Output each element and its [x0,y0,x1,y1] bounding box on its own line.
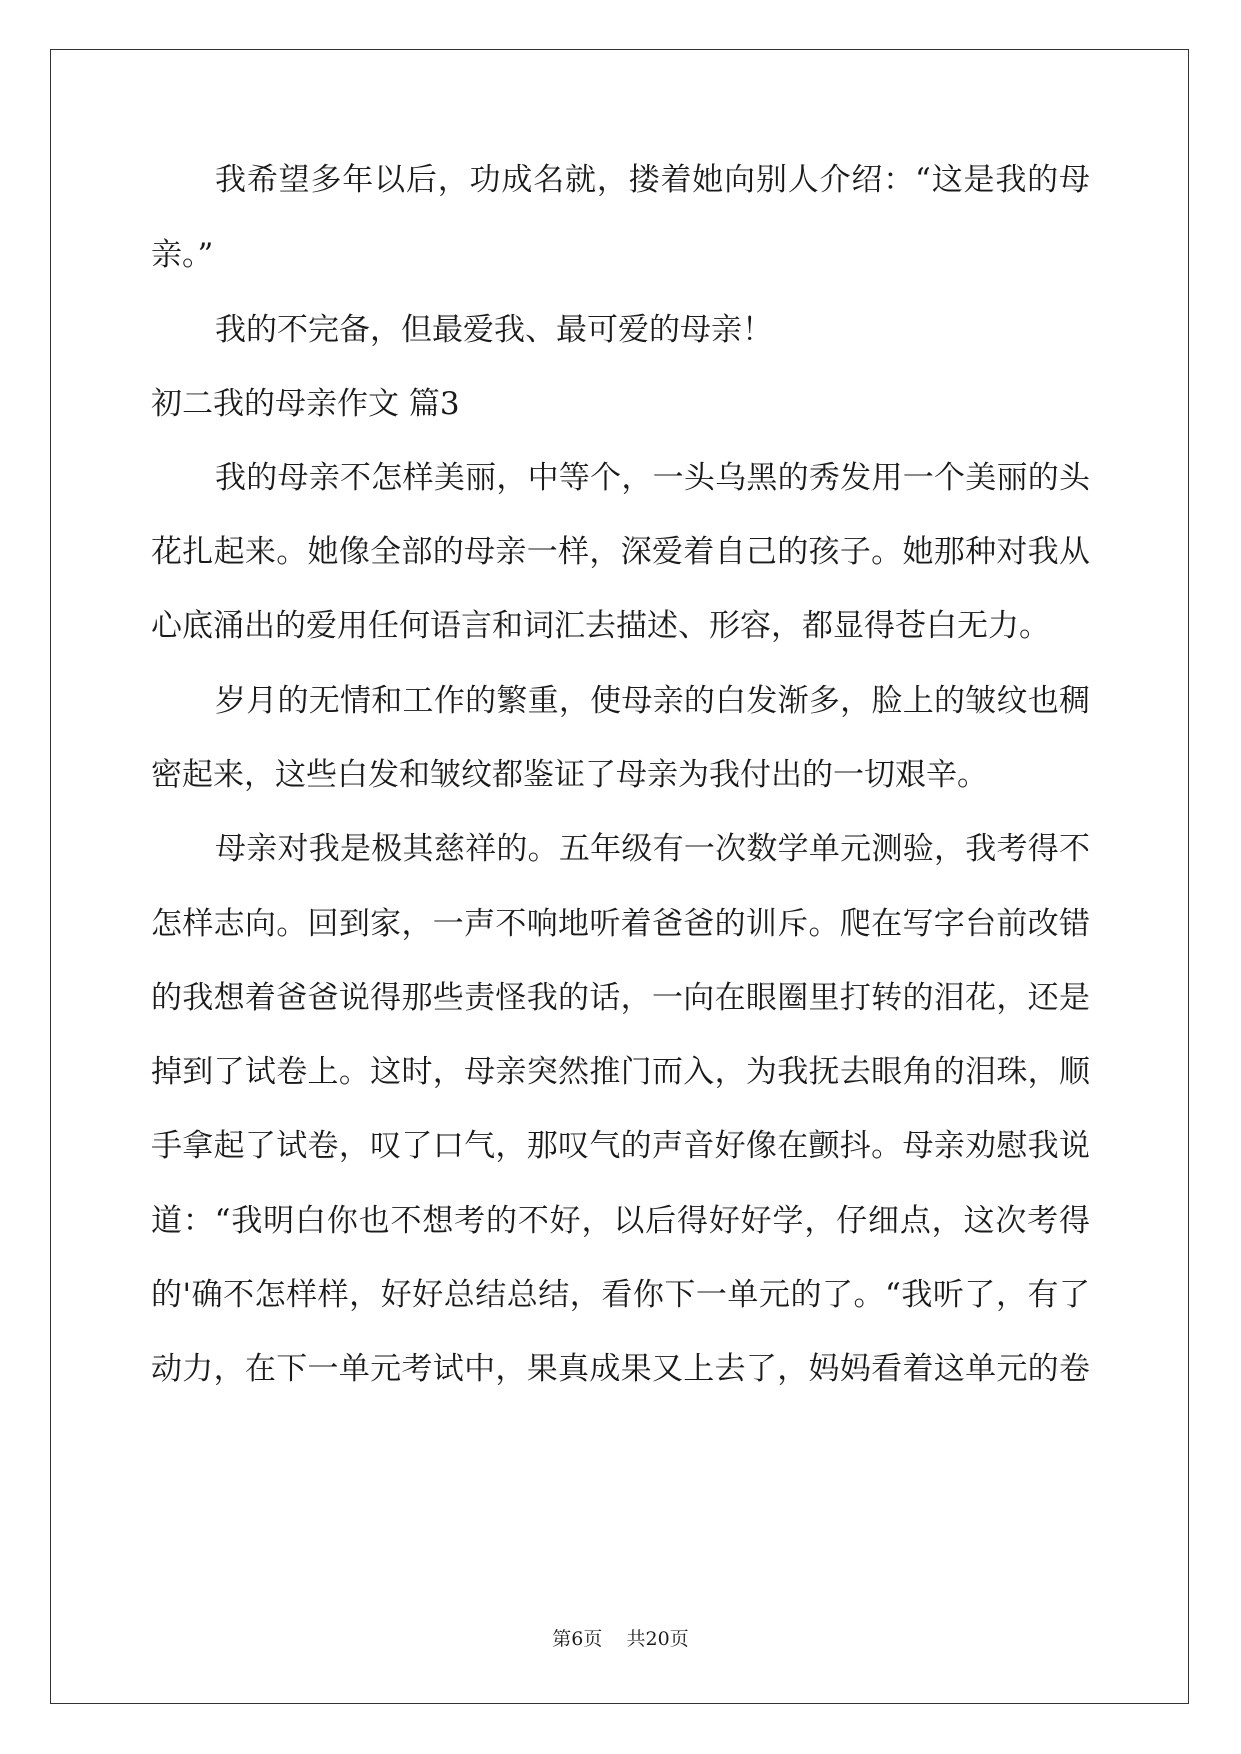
paragraph-line: 道：“我明白你也不想考的不好，以后得好好学，仔细点，这次考得 [151,1203,1090,1239]
paragraph-line: 怎样志向。回到家，一声不响地听着爸爸的训斥。爬在写字台前改错 [151,906,1090,942]
section-heading: 初二我的母亲作文 篇3 [151,386,460,422]
paragraph-line: 掉到了试卷上。这时，母亲突然推门而入，为我抚去眼角的泪珠，顺 [151,1054,1090,1090]
paragraph-line: 心底涌出的爱用任何语言和词汇去描述、形容，都显得苍白无力。 [151,608,1050,644]
paragraph-line: 我的不完备，但最爱我、最可爱的母亲！ [215,312,773,348]
page-number-footer: 第6页 共20页 [552,1628,689,1650]
paragraph-line: 我的母亲不怎样美丽，中等个，一头乌黑的秀发用一个美丽的头 [215,460,1090,496]
paragraph-line: 动力，在下一单元考试中，果真成果又上去了，妈妈看着这单元的卷 [151,1351,1090,1387]
paragraph-line: 手拿起了试卷，叹了口气，那叹气的声音好像在颤抖。母亲劝慰我说 [151,1128,1090,1164]
paragraph-line: 我希望多年以后，功成名就，搂着她向别人介绍：“这是我的母 [215,162,1090,198]
paragraph-line: 岁月的无情和工作的繁重，使母亲的白发渐多，脸上的皱纹也稠 [215,683,1090,719]
paragraph-line: 的'确不怎样样，好好总结总结，看你下一单元的了。“我听了，有了 [151,1277,1090,1313]
paragraph-line: 花扎起来。她像全部的母亲一样，深爱着自己的孩子。她那种对我从 [151,534,1090,570]
page-border [50,49,1189,1704]
paragraph-line: 母亲对我是极其慈祥的。五年级有一次数学单元测验，我考得不 [215,831,1090,867]
paragraph-line: 的我想着爸爸说得那些责怪我的话，一向在眼圈里打转的泪花，还是 [151,980,1090,1016]
paragraph-line: 密起来，这些白发和皱纹都鉴证了母亲为我付出的一切艰辛。 [151,757,988,793]
paragraph-line: 亲。” [151,237,214,273]
